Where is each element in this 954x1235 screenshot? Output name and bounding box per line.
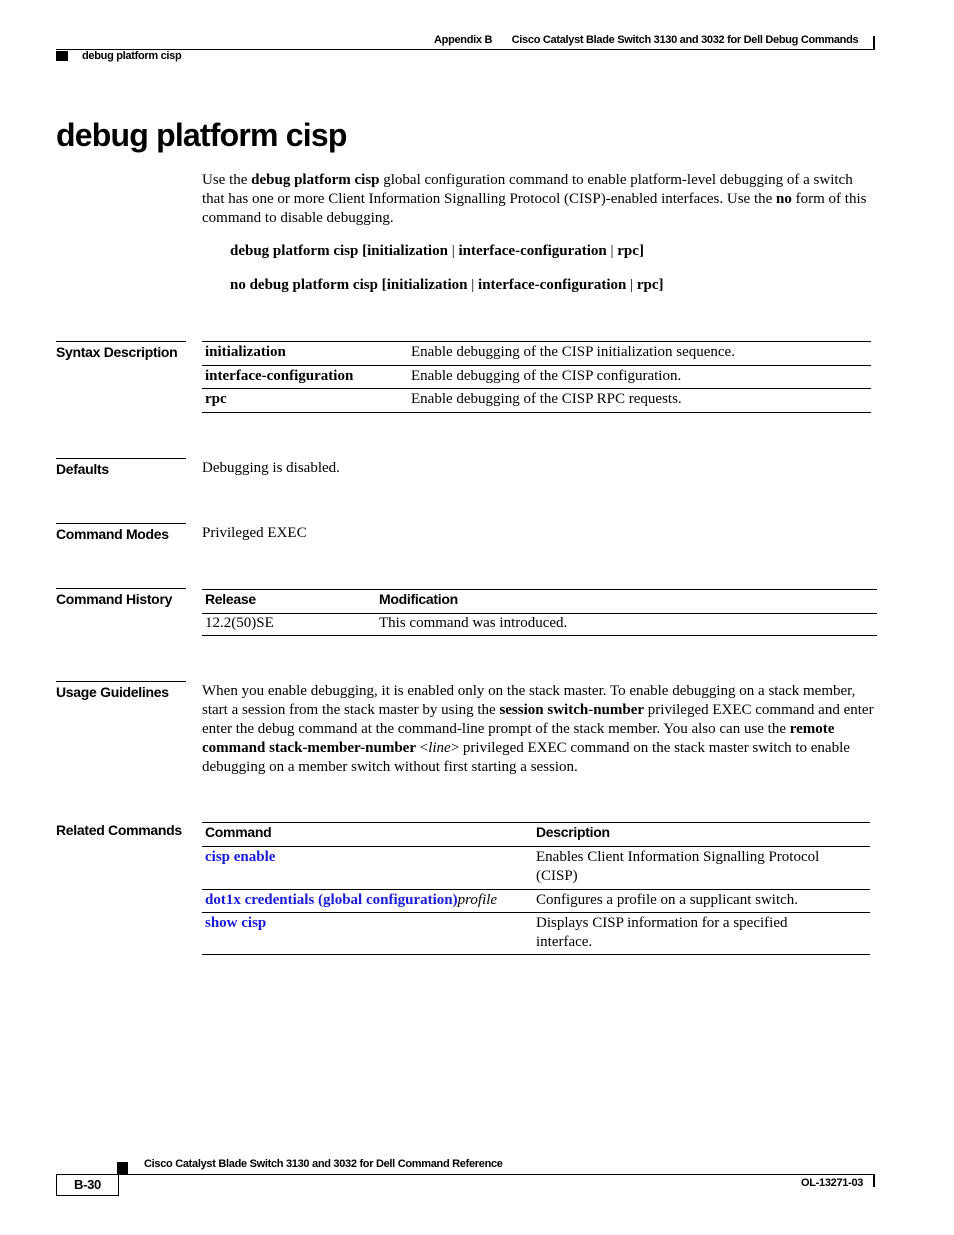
history-col-modification: Modification <box>379 591 458 607</box>
related-desc: Enables Client Information Signalling Protocol (CISP) <box>536 849 820 884</box>
syntax-line-no-debug: no debug platform cisp [initialization | interface-configuration | rpc] <box>230 277 664 293</box>
footer-doc-ref: Cisco Catalyst Blade Switch 3130 and 3032 for Dell Command Reference <box>144 1158 503 1170</box>
related-command-suffix: profile <box>457 892 498 908</box>
history-release: 12.2(50)SE <box>205 615 274 631</box>
syntax-desc: Enable debugging of the CISP RPC requests. <box>411 391 682 407</box>
intro-command: debug platform cisp <box>251 172 380 188</box>
history-row <box>202 614 877 636</box>
related-command-link[interactable]: show cisp <box>205 915 267 931</box>
section-label-related-commands: Related Commands <box>56 822 182 838</box>
command-modes-text: Privileged EXEC <box>202 525 307 541</box>
syntax-desc: Enable debugging of the CISP initialization sequence. <box>411 344 735 360</box>
syntax-row <box>202 366 871 389</box>
section-label-command-modes: Command Modes <box>56 523 186 542</box>
header-doc-title: Cisco Catalyst Blade Switch 3130 and 3032 for Dell Debug Commands <box>511 34 859 46</box>
history-modification: This command was introduced. <box>379 615 568 631</box>
related-col-command: Command <box>205 824 272 840</box>
related-desc: Displays CISP information for a specified interface. <box>536 915 788 950</box>
usage-guidelines-text: When you enable debugging, it is enabled only on the stack master. To enable debugging on a stack member, start a session from the stack master by using the session switch-number privileged EXEC command and enter enter the debug command at the command-line prompt of the stack member. You also can use the remote command stack-member-number <line> privileged EXEC command on the stack master switch to enable debugging on a member switch without first starting a session. <box>202 683 874 775</box>
section-label-defaults: Defaults <box>56 458 186 477</box>
syntax-row <box>202 389 871 413</box>
command-history-table <box>202 589 877 636</box>
syntax-keyword: initialization <box>205 344 286 360</box>
related-header-row <box>202 823 870 847</box>
page-title: debug platform cisp <box>56 117 347 153</box>
related-commands-table <box>202 822 870 955</box>
syntax-desc: Enable debugging of the CISP configuration. <box>411 368 682 384</box>
section-label-usage-guidelines: Usage Guidelines <box>56 681 186 700</box>
footer-right-bar <box>873 1175 875 1187</box>
syntax-line-debug: debug platform cisp [initialization | interface-configuration | rpc] <box>230 243 644 259</box>
related-col-description: Description <box>536 824 610 840</box>
header-black-block <box>56 51 68 61</box>
defaults-text: Debugging is disabled. <box>202 460 340 476</box>
history-header-row <box>202 590 877 614</box>
intro-paragraph: Use the debug platform cisp global configuration command to enable platform-level debugging of a switch that has one or more Client Information Signalling Protocol (CISP)-enabled interfaces. Use the no form of this command to disable debugging. <box>202 172 867 226</box>
syntax-keyword: rpc <box>205 391 227 407</box>
header-appendix: Appendix B <box>434 34 493 46</box>
header-section: debug platform cisp <box>82 50 182 62</box>
header-right-bar <box>873 36 875 50</box>
syntax-row <box>202 342 871 366</box>
intro-no-keyword: no <box>776 191 792 207</box>
footer-rule <box>117 1174 875 1175</box>
footer-black-block <box>117 1162 128 1174</box>
related-row <box>202 890 870 913</box>
syntax-keyword: interface-configuration <box>205 368 354 384</box>
related-command-link[interactable]: dot1x credentials (global configuration) <box>205 892 458 908</box>
history-col-release: Release <box>205 591 256 607</box>
related-row <box>202 913 870 955</box>
section-label-syntax-description: Syntax Description <box>56 341 186 360</box>
related-desc: Configures a profile on a supplicant switch. <box>536 892 799 908</box>
syntax-description-table <box>202 341 871 413</box>
header-running-title <box>434 34 864 46</box>
related-row <box>202 847 870 890</box>
section-label-command-history: Command History <box>56 588 186 607</box>
related-command-link[interactable]: cisp enable <box>205 849 276 865</box>
footer-page-number: B-30 <box>56 1174 119 1196</box>
footer-doc-number: OL-13271-03 <box>801 1177 864 1189</box>
